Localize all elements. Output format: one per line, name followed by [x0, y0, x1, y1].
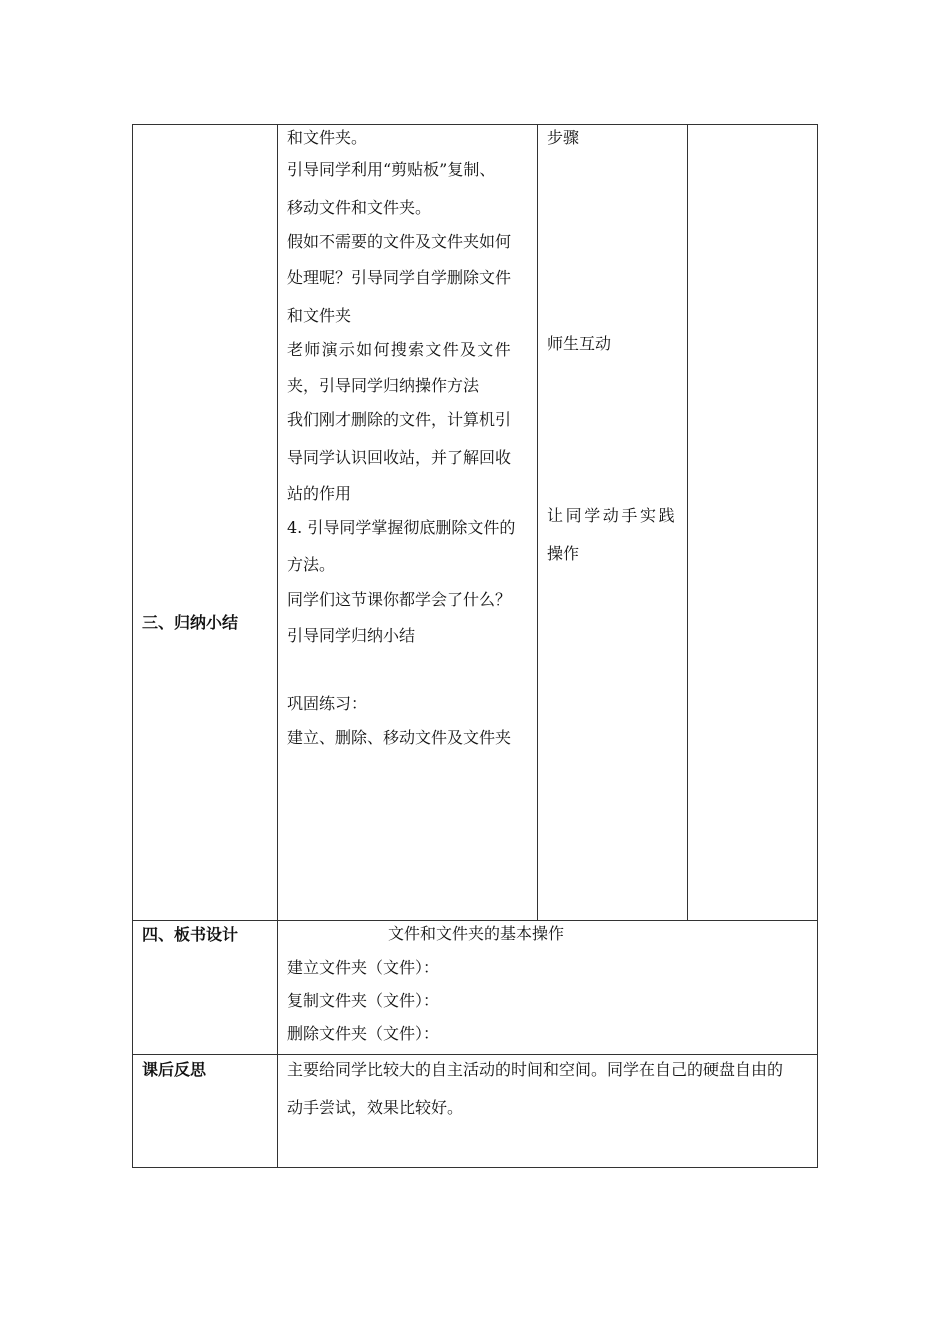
- section-label-board-design: 四、板书设计: [142, 925, 239, 944]
- content-line: 夹，引导同学归纳操作方法: [287, 376, 480, 395]
- content-line: 导同学认识回收站，并了解回收: [287, 448, 512, 467]
- section-label-reflection: 课后反思: [142, 1060, 207, 1079]
- table-border-bottom: [132, 1167, 818, 1168]
- table-border-top: [132, 124, 818, 125]
- table-row-divider-2: [132, 1054, 818, 1055]
- content-line: 处理呢？引导同学自学删除文件: [287, 268, 512, 287]
- content-line: 4. 引导同学掌握彻底删除文件的: [287, 518, 516, 537]
- table-row-divider-1: [132, 920, 818, 921]
- table-col-divider-3: [687, 124, 688, 920]
- activity-line: 操作: [547, 544, 580, 563]
- table-border-right: [817, 124, 818, 1168]
- table-col-divider-2: [537, 124, 538, 920]
- section-label-summary: 三、归纳小结: [142, 613, 239, 632]
- board-line: 建立文件夹（文件）：: [287, 958, 440, 977]
- board-line: 删除文件夹（文件）：: [287, 1024, 440, 1043]
- content-line: 方法。: [287, 555, 336, 574]
- table-col-divider-1: [277, 124, 278, 1168]
- activity-line: 步骤: [547, 128, 580, 147]
- content-line: 移动文件和文件夹。: [287, 198, 432, 217]
- activity-line: 让同学动手实践: [547, 506, 678, 525]
- board-line: 复制文件夹（文件）：: [287, 991, 440, 1010]
- content-line: 站的作用: [287, 484, 352, 503]
- content-line: 老师演示如何搜索文件及文件: [287, 340, 512, 359]
- content-line: 建立、删除、移动文件及文件夹: [287, 728, 512, 747]
- board-title: 文件和文件夹的基本操作: [388, 924, 565, 943]
- content-line: 巩固练习：: [287, 694, 368, 713]
- content-line: 和文件夹。: [287, 128, 368, 147]
- content-line: 假如不需要的文件及文件夹如何: [287, 232, 512, 251]
- content-line: 和文件夹: [287, 306, 352, 325]
- table-border-left: [132, 124, 133, 1168]
- content-line: 引导同学归纳小结: [287, 626, 416, 645]
- content-line: 我们刚才删除的文件，计算机引: [287, 410, 512, 429]
- content-line: 同学们这节课你都学会了什么？: [287, 590, 512, 609]
- reflection-line: 动手尝试，效果比较好。: [287, 1098, 464, 1117]
- reflection-line: 主要给同学比较大的自主活动的时间和空间。同学在自己的硬盘自由的: [287, 1060, 784, 1079]
- activity-line: 师生互动: [547, 334, 612, 353]
- content-line: 引导同学利用“剪贴板”复制、: [287, 160, 496, 179]
